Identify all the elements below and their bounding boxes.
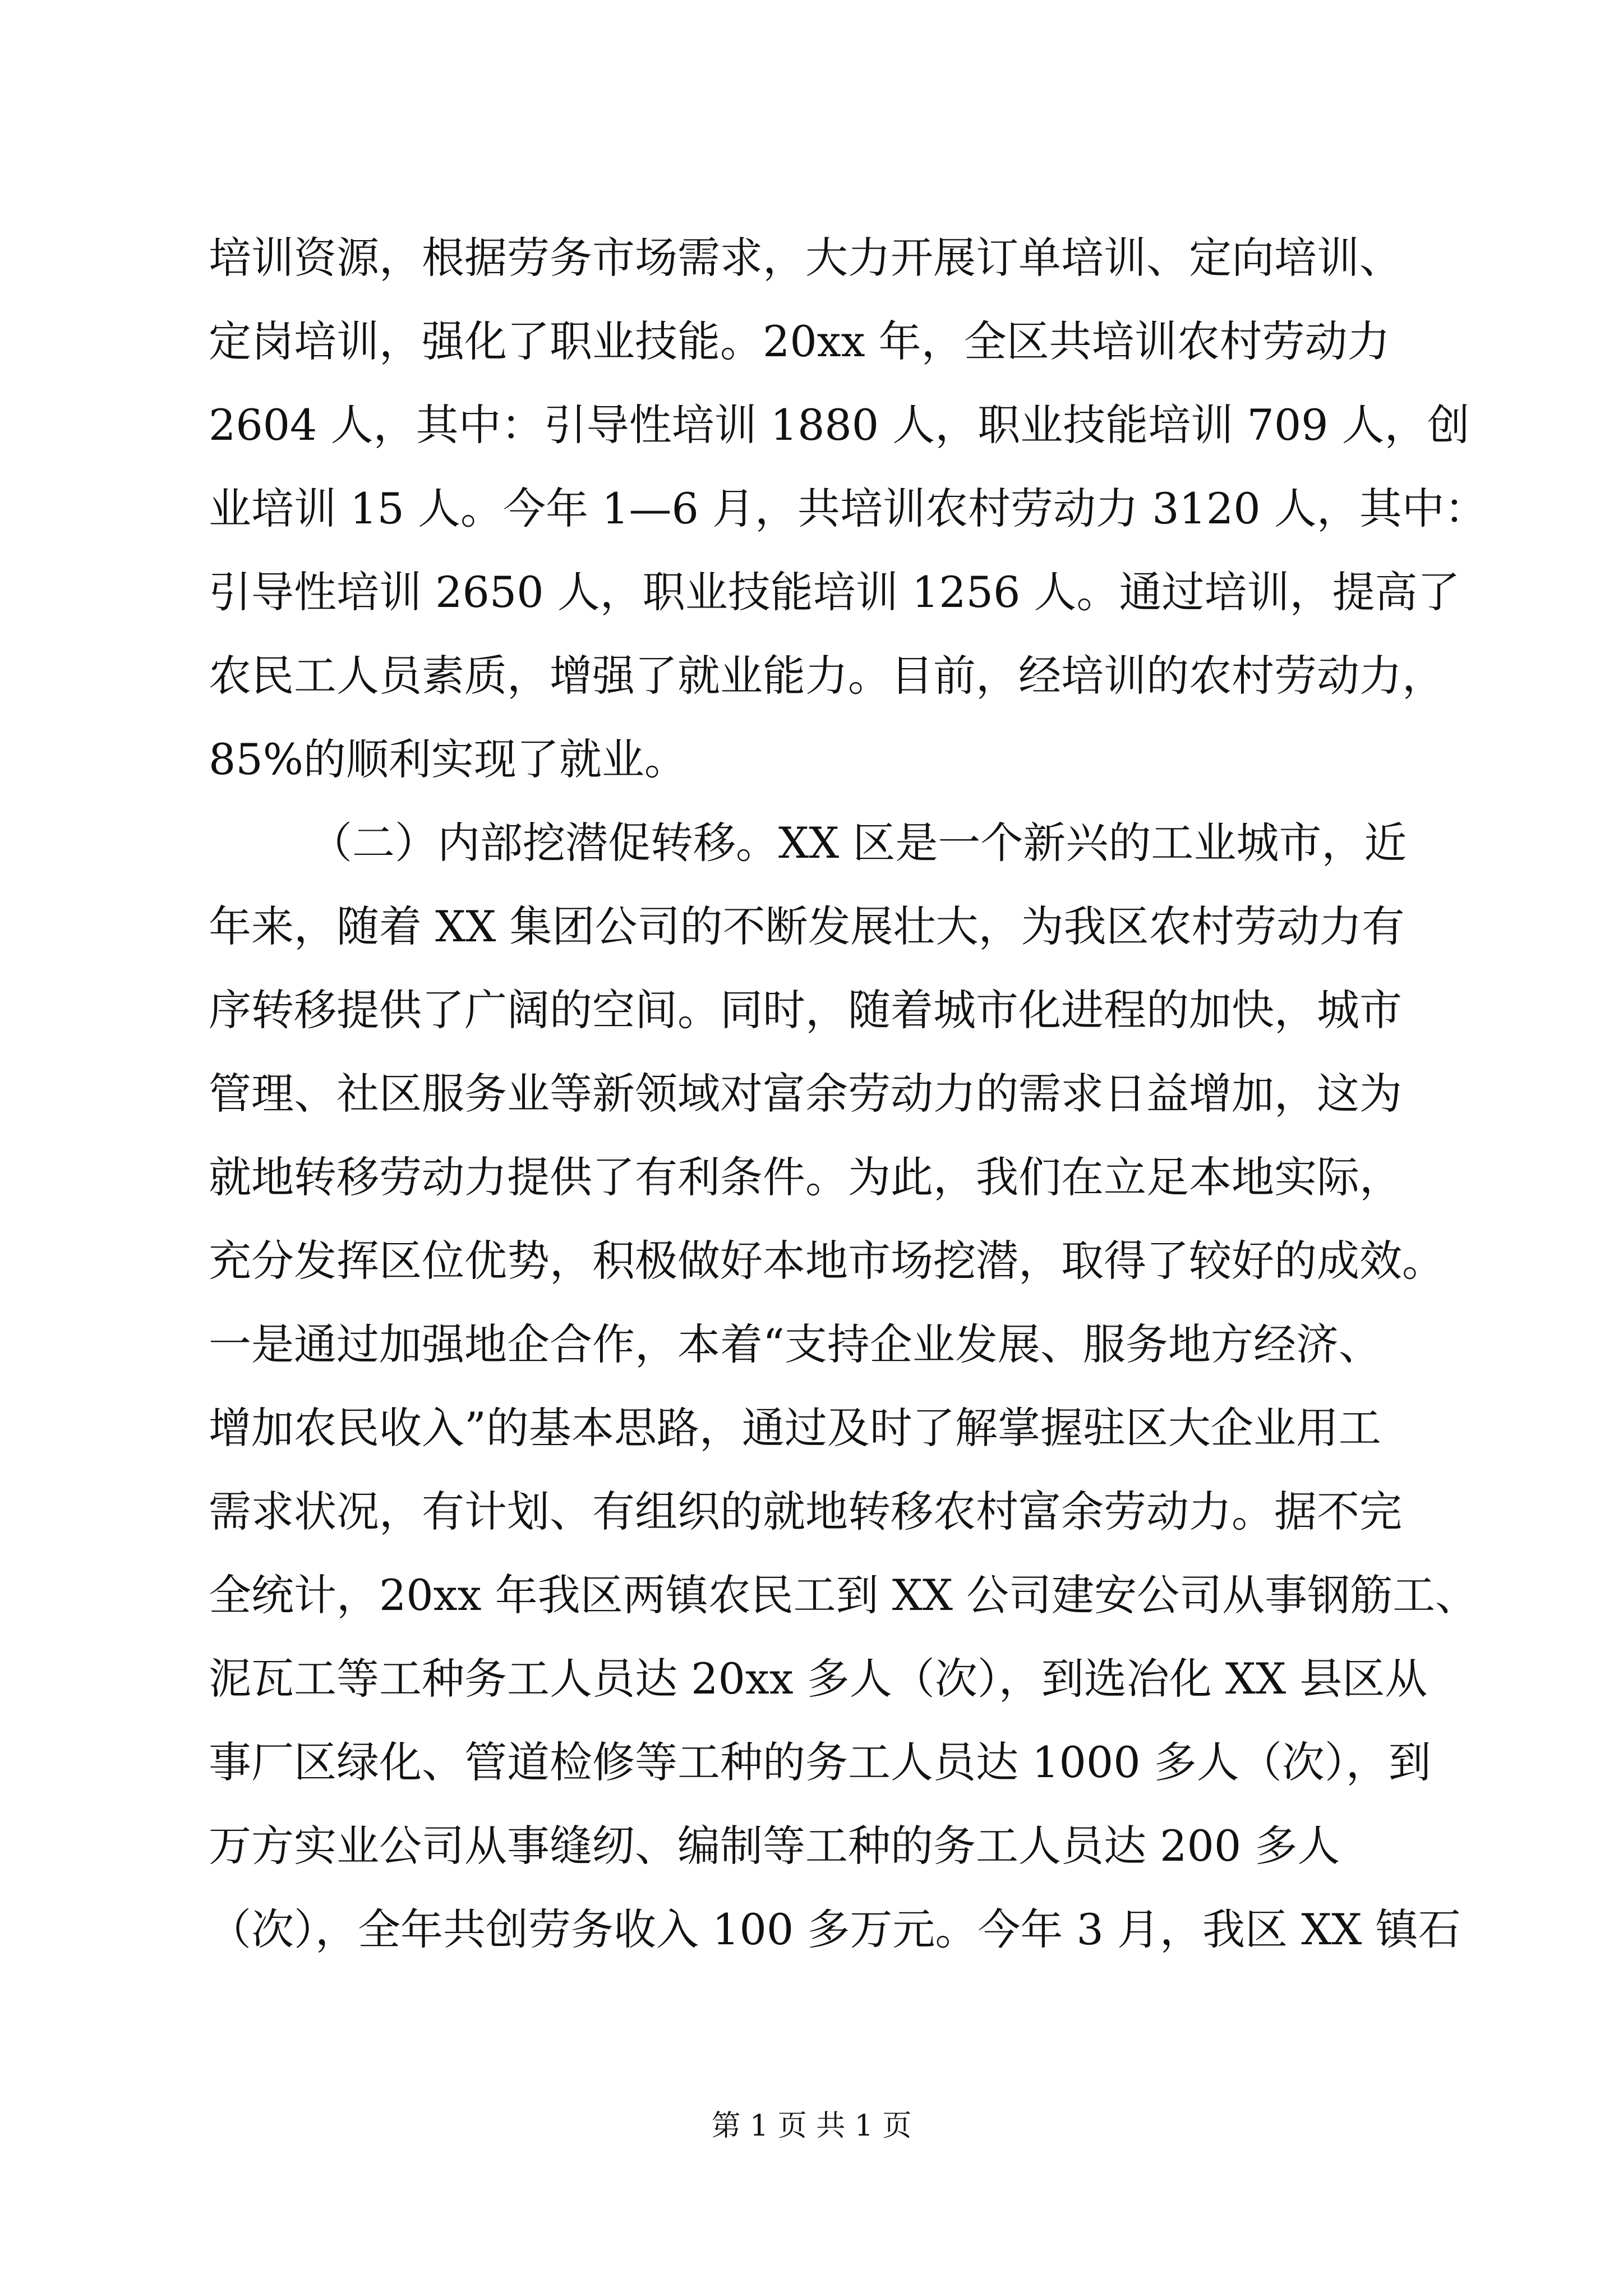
text-line: 农民工人员素质，增强了就业能力。目前，经培训的农村劳动力，	[209, 651, 1445, 701]
text-line: 事厂区绿化、管道检修等工种的务工人员达 1000 多人（次），到	[209, 1737, 1431, 1787]
text-line: 一是通过加强地企合作，本着“支持企业发展、服务地方经济、	[209, 1319, 1381, 1369]
text-line: 增加农民收入”的基本思路，通过及时了解掌握驻区大企业用工	[209, 1403, 1381, 1453]
text-line: 充分发挥区位优势，积极做好本地市场挖潜，取得了较好的成效。	[209, 1236, 1445, 1286]
text-line: 泥瓦工等工种务工人员达 20xx 多人（次），到选冶化 XX 县区从	[209, 1654, 1428, 1704]
text-line: 万方实业公司从事缝纫、编制等工种的务工人员达 200 多人	[209, 1821, 1340, 1871]
text-line: 年来，随着 XX 集团公司的不断发展壮大，为我区农村劳动力有	[209, 901, 1405, 951]
text-line: 定岗培训，强化了职业技能。20xx 年，全区共培训农村劳动力	[209, 316, 1390, 366]
text-line: 引导性培训 2650 人，职业技能培训 1256 人。通过培训，提高了	[209, 567, 1460, 617]
text-line: 就地转移劳动力提供了有利条件。为此，我们在立足本地实际，	[209, 1152, 1402, 1202]
page-footer: 第 1 页 共 1 页	[711, 2109, 912, 2143]
text-line: 需求状况，有计划、有组织的就地转移农村富余劳动力。据不完	[209, 1487, 1402, 1536]
text-line: 全统计，20xx 年我区两镇农民工到 XX 公司建安公司从事钢筋工、	[209, 1570, 1478, 1620]
paragraph-start-line: （二）内部挖潜促转移。XX 区是一个新兴的工业城市，近	[310, 818, 1407, 868]
text-line: 85%的顺利实现了就业。	[209, 734, 687, 784]
text-line: 序转移提供了广阔的空间。同时，随着城市化进程的加快，城市	[209, 985, 1402, 1035]
document-body	[209, 216, 1487, 1971]
text-line: 管理、社区服务业等新领域对富余劳动力的需求日益增加，这为	[209, 1069, 1402, 1119]
text-line: 业培训 15 人。今年 1—6 月，共培训农村劳动力 3120 人，其中：	[209, 484, 1487, 533]
text-line: 2604 人，其中：引导性培训 1880 人，职业技能培训 709 人，创	[209, 400, 1470, 450]
text-line: 培训资源，根据劳务市场需求，大力开展订单培训、定向培训、	[209, 233, 1402, 283]
text-line: （次），全年共创劳务收入 100 多万元。今年 3 月，我区 XX 镇石	[209, 1904, 1461, 1954]
